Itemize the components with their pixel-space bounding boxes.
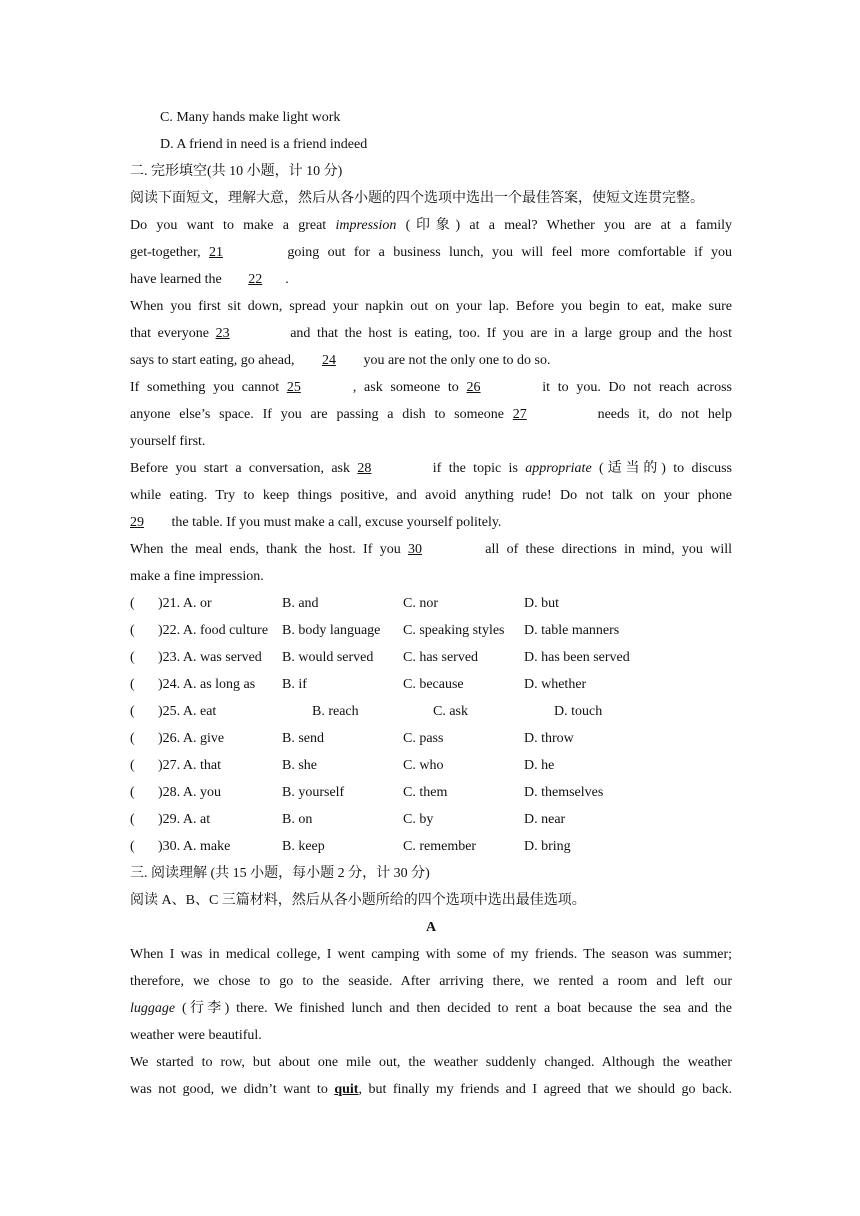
blank-22: 22 [248, 272, 263, 287]
option-c: C. pass [403, 731, 444, 746]
section3-heading: 三. 阅读理解 (共 15 小题，每小题 2 分，计 30 分) [130, 866, 430, 881]
answer-paren: ( [130, 731, 135, 746]
option-c: C. who [403, 758, 444, 773]
answer-paren: ( [130, 812, 135, 827]
blank-30: 30 [408, 542, 422, 557]
blank-28: 28 [357, 461, 372, 476]
blank-24: 24 [321, 353, 336, 368]
option-b: B. send [282, 731, 324, 746]
passage-line1: When I was in medical college, I went camping with some of my friends. The season was summer; [130, 947, 732, 962]
quit-word: quit [334, 1082, 359, 1097]
option-c: C. speaking styles [403, 623, 505, 638]
option-b: B. body language [282, 623, 381, 638]
option-a: )27. A. that [158, 758, 221, 773]
passage-title: A [425, 920, 437, 935]
option-a: )26. A. give [158, 731, 225, 746]
answer-paren: ( [130, 596, 135, 611]
p2-line3: says to start eating, go ahead, 24 you are not the only one to do so. [130, 347, 732, 374]
question-row [130, 590, 732, 617]
blank-27: 27 [512, 407, 527, 422]
p5-line1: When the meal ends, thank the host. If you 30 all of these directions in mind, you will [130, 536, 732, 563]
answer-paren: ( [130, 785, 135, 800]
p1-line1: Do you want to make a great impression (印象) at a meal? Whether you are at a family [130, 218, 732, 233]
p4-line2: while eating. Try to keep things positive, and avoid anything rude! Do not talk on your phone [130, 488, 732, 503]
passage-line2: therefore, we chose to go to the seaside. After arriving there, we rented a room and left our [130, 974, 732, 989]
option-d: D. table manners [524, 623, 620, 638]
option-b: B. if [282, 677, 307, 692]
section2-heading: 二. 完形填空(共 10 小题，计 10 分) [130, 164, 343, 179]
p3-line3: yourself first. [130, 434, 206, 449]
passage-line3: luggage (行李) there. We finished lunch and then decided to rent a boat because the sea and the [130, 1001, 732, 1016]
option-c: C. by [403, 812, 434, 827]
option-a: )24. A. as long as [158, 677, 256, 692]
blank-21: 21 [208, 245, 223, 260]
p3-line2: anyone else’s space. If you are passing a dish to someone 27 needs it, do not help [130, 401, 732, 428]
option-a: )23. A. was served [158, 650, 262, 665]
option-d: D. bring [524, 839, 571, 854]
section3-instruction: 阅读 A、B、C 三篇材料，然后从各小题所给的四个选项中选出最佳选项。 [130, 893, 586, 908]
option-d: D. touch [554, 704, 603, 719]
option-a: )28. A. you [158, 785, 221, 800]
question-row [130, 644, 732, 671]
p2-line2: that everyone 23 and that the host is eating, too. If you are in a large group and the host [130, 320, 732, 347]
answer-paren: ( [130, 704, 135, 719]
blank-29: 29 [130, 515, 144, 530]
option-b: B. and [282, 596, 319, 611]
option-d: D. has been served [524, 650, 630, 665]
option-d: D. A friend in need is a friend indeed [160, 137, 368, 152]
question-row [130, 698, 732, 725]
option-c: C. because [403, 677, 464, 692]
option-b: B. on [282, 812, 313, 827]
blank-23: 23 [215, 326, 230, 341]
answer-paren: ( [130, 623, 135, 638]
section2-instruction: 阅读下面短文，理解大意，然后从各小题的四个选项中选出一个最佳答案，使短文连贯完整。 [130, 191, 704, 206]
option-b: B. she [282, 758, 317, 773]
option-d: D. themselves [524, 785, 604, 800]
blank-26: 26 [466, 380, 481, 395]
p4-line1: Before you start a conversation, ask 28 if the topic is appropriate (适当的) to discuss [130, 455, 732, 482]
question-row [130, 779, 732, 806]
option-c: C. nor [403, 596, 438, 611]
option-b: B. keep [282, 839, 325, 854]
question-row [130, 752, 732, 779]
question-list [130, 590, 732, 860]
p3-line1: If something you cannot 25 , ask someone to 26 it to you. Do not reach across [130, 374, 732, 401]
option-b: B. reach [312, 704, 359, 719]
exam-page [130, 104, 732, 1103]
p1-line2: get-together, 21 going out for a business lunch, you will feel more comfortable if you [130, 239, 732, 266]
option-c: C. Many hands make light work [160, 110, 341, 125]
option-d: D. he [524, 758, 555, 773]
answer-paren: ( [130, 758, 135, 773]
option-a: )22. A. food culture [158, 623, 269, 638]
option-a: )21. A. or [158, 596, 212, 611]
blank-25: 25 [286, 380, 301, 395]
answer-paren: ( [130, 650, 135, 665]
option-d: D. throw [524, 731, 574, 746]
option-d: D. but [524, 596, 559, 611]
option-c: C. remember [403, 839, 477, 854]
option-a: )25. A. eat [158, 704, 217, 719]
p5-line2: make a fine impression. [130, 569, 264, 584]
p1-line3: have learned the 22 . [130, 266, 732, 293]
option-a: )29. A. at [158, 812, 211, 827]
question-row [130, 725, 732, 752]
passage-line4: weather were beautiful. [130, 1028, 262, 1043]
option-a: )30. A. make [158, 839, 231, 854]
passage-line6: was not good, we didn’t want to quit, but finally my friends and I agreed that we should go back. [130, 1082, 732, 1097]
question-row [130, 806, 732, 833]
answer-paren: ( [130, 839, 135, 854]
option-b: B. would served [282, 650, 374, 665]
answer-paren: ( [130, 677, 135, 692]
option-b: B. yourself [282, 785, 345, 800]
option-d: D. near [524, 812, 566, 827]
passage-line5: We started to row, but about one mile out, the weather suddenly changed. Although the weather [130, 1055, 732, 1070]
option-d: D. whether [524, 677, 587, 692]
p2-line1: When you first sit down, spread your napkin out on your lap. Before you begin to eat, make sure [130, 299, 732, 314]
option-c: C. ask [433, 704, 468, 719]
p4-line3: 29 the table. If you must make a call, excuse yourself politely. [130, 509, 732, 536]
question-row [130, 671, 732, 698]
question-row [130, 833, 732, 860]
option-c: C. them [403, 785, 448, 800]
question-row [130, 617, 732, 644]
option-c: C. has served [403, 650, 479, 665]
